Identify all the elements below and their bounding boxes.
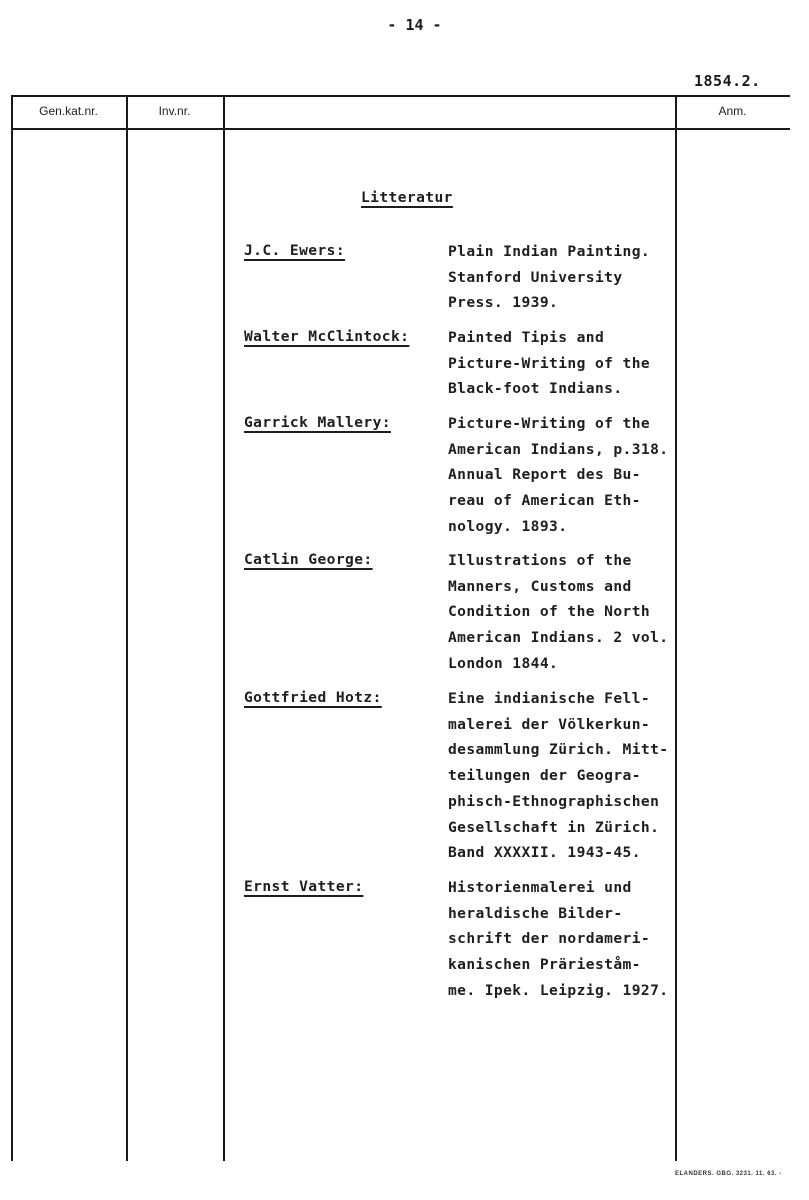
column-divider-main-anm [675,95,677,1161]
page-number: - 14 - [387,16,442,34]
entry-work: Picture-Writing of the American Indians, p.318. Annual Report des Bu- reau of American Eth- nology. 1893. [448,415,669,535]
entry-author: Ernst Vatter: [244,878,364,895]
entry-work: Illustrations of the Manners, Customs and Condition of the North American Indians. 2 vol. London 1844. [448,552,669,672]
entry-author: Walter McClintock: [244,328,410,345]
entry-work: Eine indianische Fell- malerei der Völkerkun- desammlung Zürich. Mitt- teilungen der Geogra- phisch-Ethnographischen Gesellschaft in Zürich. Band XXXXII. 1943-45. [448,690,669,862]
column-divider-left-edge [11,95,13,1161]
header-anm: Anm. [718,104,747,118]
entry-work: Historienmalerei und heraldische Bilder- schrift der nordameri- kanischen Prärieståm- me. Ipek. Leipzig. 1927. [448,879,669,999]
entry-work: Plain Indian Painting. Stanford University Press. 1939. [448,243,651,312]
printer-imprint: ELANDERS. GBG. 3231. 11. 63. - [675,1171,782,1177]
section-title: Litteratur [361,189,453,206]
entry-author: Catlin George: [244,551,373,568]
catalog-reference-number: 1854.2. [694,72,761,90]
header-bottom-border [11,128,790,130]
table-top-border [11,95,790,97]
column-divider-inv-main [223,95,225,1161]
entry-author: J.C. Ewers: [244,242,346,259]
column-divider-gen-inv [126,95,128,1161]
header-inv-nr: Inv.nr. [158,104,191,118]
entry-author: Garrick Mallery: [244,414,391,431]
header-gen-kat-nr: Gen.kat.nr. [39,104,98,118]
entry-work: Painted Tipis and Picture-Writing of the Black-foot Indians. [448,329,651,398]
entry-author: Gottfried Hotz: [244,689,382,706]
